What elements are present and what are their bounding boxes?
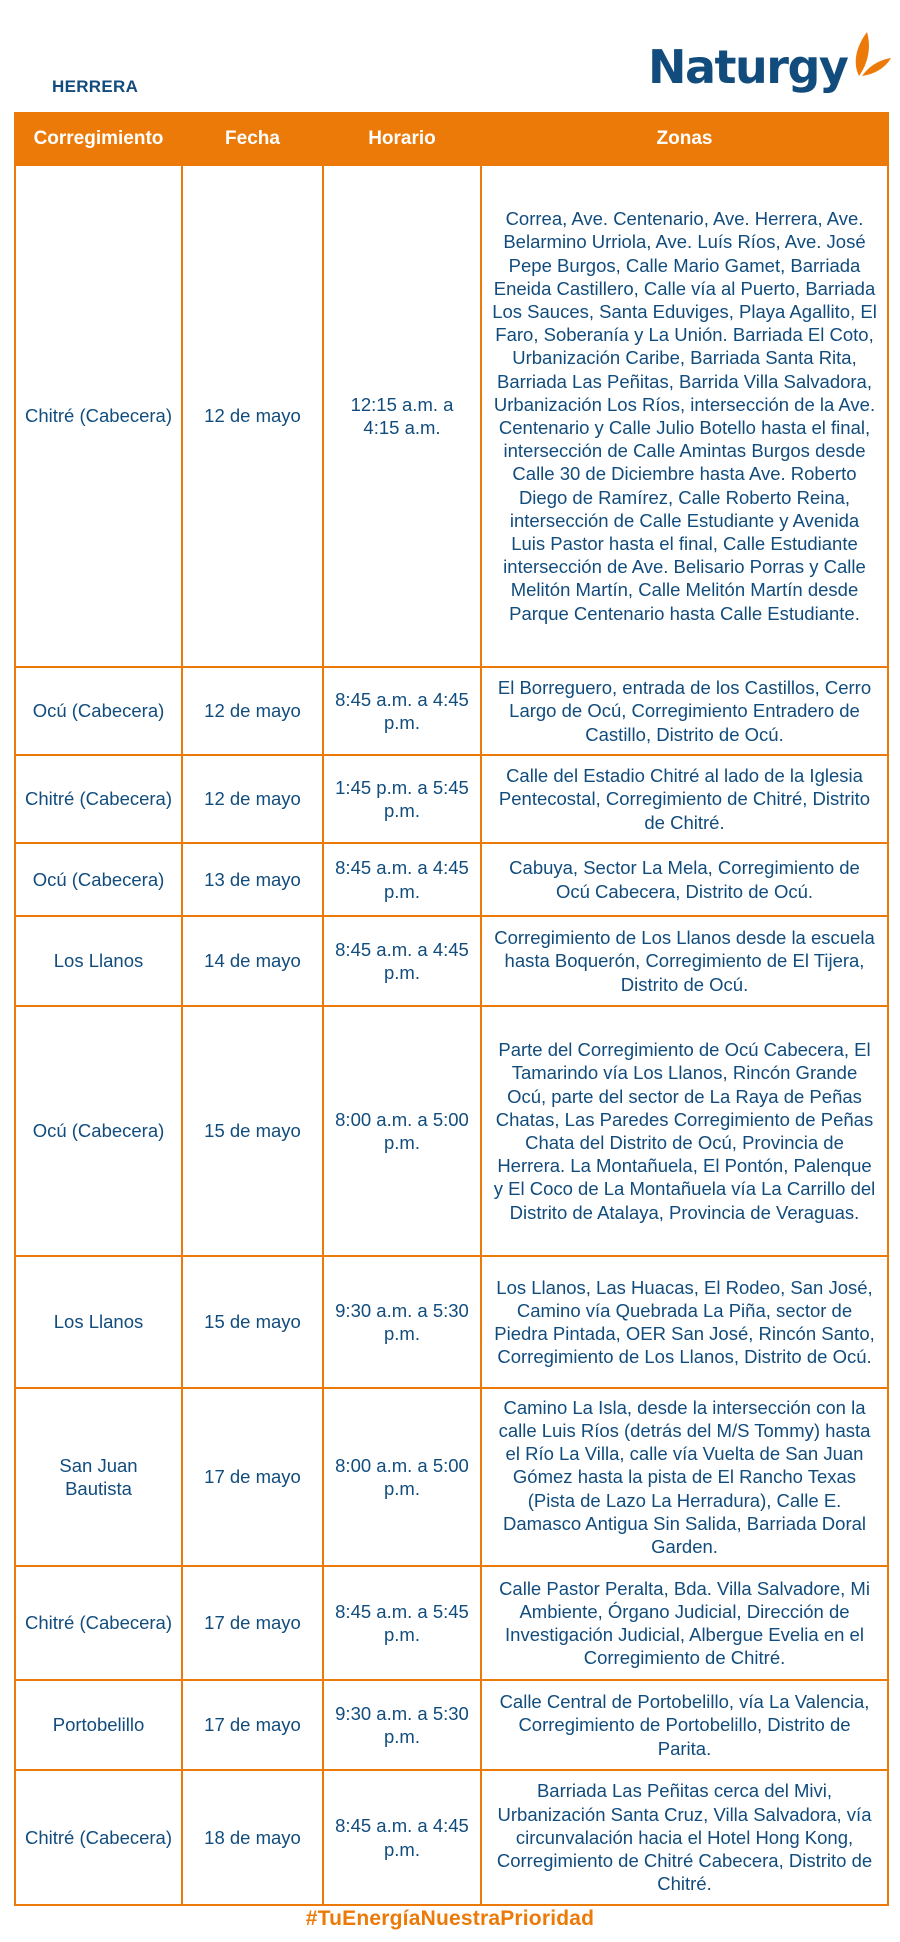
cell-zonas: Camino La Isla, desde la intersección con la calle Luis Ríos (detrás del M/S Tommy) hasta el Río La Villa, calle vía Vuelta de San Juan Gómez hasta la pista de El Rancho Texas (Pista de Lazo La Herradura), Calle E. Damasco Antigua Sin Salida, Barriada Doral Garden. [481, 1388, 888, 1566]
cell-corregimiento: Ocú (Cabecera) [15, 1006, 182, 1256]
province-title: HERRERA [52, 77, 139, 96]
cell-zonas: El Borreguero, entrada de los Castillos, Cerro Largo de Ocú, Corregimiento Entradero de Castillo, Distrito de Ocú. [481, 667, 888, 755]
column-header-horario: Horario [323, 113, 481, 165]
cell-fecha: 17 de mayo [182, 1566, 323, 1680]
cell-horario: 9:30 a.m. a 5:30 p.m. [323, 1256, 481, 1388]
butterfly-icon [845, 30, 893, 78]
cell-horario: 1:45 p.m. a 5:45 p.m. [323, 755, 481, 843]
cell-horario: 8:45 a.m. a 4:45 p.m. [323, 843, 481, 916]
table-row [15, 1388, 888, 1566]
outage-schedule-table [14, 112, 889, 1906]
cell-zonas: Los Llanos, Las Huacas, El Rodeo, San José, Camino vía Quebrada La Piña, sector de Piedra Pintada, OER San José, Rincón Santo, Corregimiento de Los Llanos, Distrito de Ocú. [481, 1256, 888, 1388]
table-row [15, 1566, 888, 1680]
cell-zonas: Corregimiento de Los Llanos desde la escuela hasta Boquerón, Corregimiento de El Tijera, Distrito de Ocú. [481, 916, 888, 1006]
table-row [15, 755, 888, 843]
cell-zonas: Correa, Ave. Centenario, Ave. Herrera, Ave. Belarmino Urriola, Ave. Luís Ríos, Ave. José Pepe Burgos, Calle Mario Gamet, Barriada Eneida Castillero, Calle vía al Puerto, Barriada Los Sauces, Santa Eduviges, Playa Agallito, El Faro, Soberanía y La Unión. Barriada El Coto, Urbanización Caribe, Barriada Santa Rita, Barriada Las Peñitas, Barrida Villa Salvadora, Urbanización Los Ríos, intersección de la Ave. Centenario y Calle Julio Botello hasta el final, intersección de Calle Amintas Burgos desde Calle 30 de Diciembre hasta Ave. Roberto Diego de Ramírez, Calle Roberto Reina, intersección de Calle Estudiante y Avenida Luis Pastor hasta el final, Calle Estudiante intersección de Ave. Belisario Porras y Calle Melitón Martín, Calle Melitón Martín desde Parque Centenario hasta Calle Estudiante. [481, 165, 888, 667]
cell-horario: 8:45 a.m. a 4:45 p.m. [323, 916, 481, 1006]
cell-zonas: Calle del Estadio Chitré al lado de la Iglesia Pentecostal, Corregimiento de Chitré, Distrito de Chitré. [481, 755, 888, 843]
table-row [15, 843, 888, 916]
table-row [15, 1680, 888, 1770]
cell-fecha: 12 de mayo [182, 165, 323, 667]
cell-corregimiento: Los Llanos [15, 916, 182, 1006]
table-row [15, 667, 888, 755]
logo-wordmark: Naturgy [648, 40, 848, 94]
table-row [15, 1770, 888, 1905]
cell-corregimiento: Los Llanos [15, 1256, 182, 1388]
cell-zonas: Calle Central de Portobelillo, vía La Valencia, Corregimiento de Portobelillo, Distrito de Parita. [481, 1680, 888, 1770]
cell-fecha: 18 de mayo [182, 1770, 323, 1905]
cell-horario: 8:00 a.m. a 5:00 p.m. [323, 1006, 481, 1256]
cell-horario: 8:45 a.m. a 5:45 p.m. [323, 1566, 481, 1680]
cell-zonas: Barriada Las Peñitas cerca del Mivi, Urbanización Santa Cruz, Villa Salvadora, vía circunvalación hacia el Hotel Hong Kong, Corregimiento de Chitré Cabecera, Distrito de Chitré. [481, 1770, 888, 1905]
cell-fecha: 17 de mayo [182, 1388, 323, 1566]
cell-fecha: 12 de mayo [182, 667, 323, 755]
table-row [15, 1256, 888, 1388]
cell-zonas: Cabuya, Sector La Mela, Corregimiento de Ocú Cabecera, Distrito de Ocú. [481, 843, 888, 916]
cell-horario: 12:15 a.m. a 4:15 a.m. [323, 165, 481, 667]
cell-corregimiento: Chitré (Cabecera) [15, 1566, 182, 1680]
cell-corregimiento: San Juan Bautista [15, 1388, 182, 1566]
cell-fecha: 14 de mayo [182, 916, 323, 1006]
cell-corregimiento: Ocú (Cabecera) [15, 667, 182, 755]
table-row [15, 1006, 888, 1256]
table-header-row [15, 113, 888, 165]
cell-corregimiento: Chitré (Cabecera) [15, 755, 182, 843]
column-header-zonas: Zonas [481, 113, 888, 165]
cell-fecha: 13 de mayo [182, 843, 323, 916]
cell-horario: 8:45 a.m. a 4:45 p.m. [323, 667, 481, 755]
cell-fecha: 15 de mayo [182, 1256, 323, 1388]
table-row [15, 165, 888, 667]
naturgy-logo [648, 24, 893, 94]
column-header-fecha: Fecha [182, 113, 323, 165]
cell-corregimiento: Chitré (Cabecera) [15, 165, 182, 667]
cell-corregimiento: Ocú (Cabecera) [15, 843, 182, 916]
cell-horario: 8:00 a.m. a 5:00 p.m. [323, 1388, 481, 1566]
cell-fecha: 17 de mayo [182, 1680, 323, 1770]
cell-corregimiento: Portobelillo [15, 1680, 182, 1770]
cell-fecha: 15 de mayo [182, 1006, 323, 1256]
cell-corregimiento: Chitré (Cabecera) [15, 1770, 182, 1905]
cell-zonas: Calle Pastor Peralta, Bda. Villa Salvadore, Mi Ambiente, Órgano Judicial, Dirección de Investigación Judicial, Albergue Evelia en el Corregimiento de Chitré. [481, 1566, 888, 1680]
cell-horario: 8:45 a.m. a 4:45 p.m. [323, 1770, 481, 1905]
cell-fecha: 12 de mayo [182, 755, 323, 843]
cell-zonas: Parte del Corregimiento de Ocú Cabecera, El Tamarindo vía Los Llanos, Rincón Grande Ocú, parte del sector de La Raya de Peñas Chatas, Las Paredes Corregimiento de Peñas Chata del Distrito de Ocú, Provincia de Herrera. La Montañuela, El Pontón, Palenque y El Coco de La Montañuela vía La Carrillo del Distrito de Atalaya, Provincia de Veraguas. [481, 1006, 888, 1256]
cell-horario: 9:30 a.m. a 5:30 p.m. [323, 1680, 481, 1770]
campaign-hashtag: #TuEnergíaNuestraPrioridad [305, 1907, 595, 1930]
column-header-corregimiento: Corregimiento [15, 113, 182, 165]
page-header [0, 0, 900, 112]
table-row [15, 916, 888, 1006]
